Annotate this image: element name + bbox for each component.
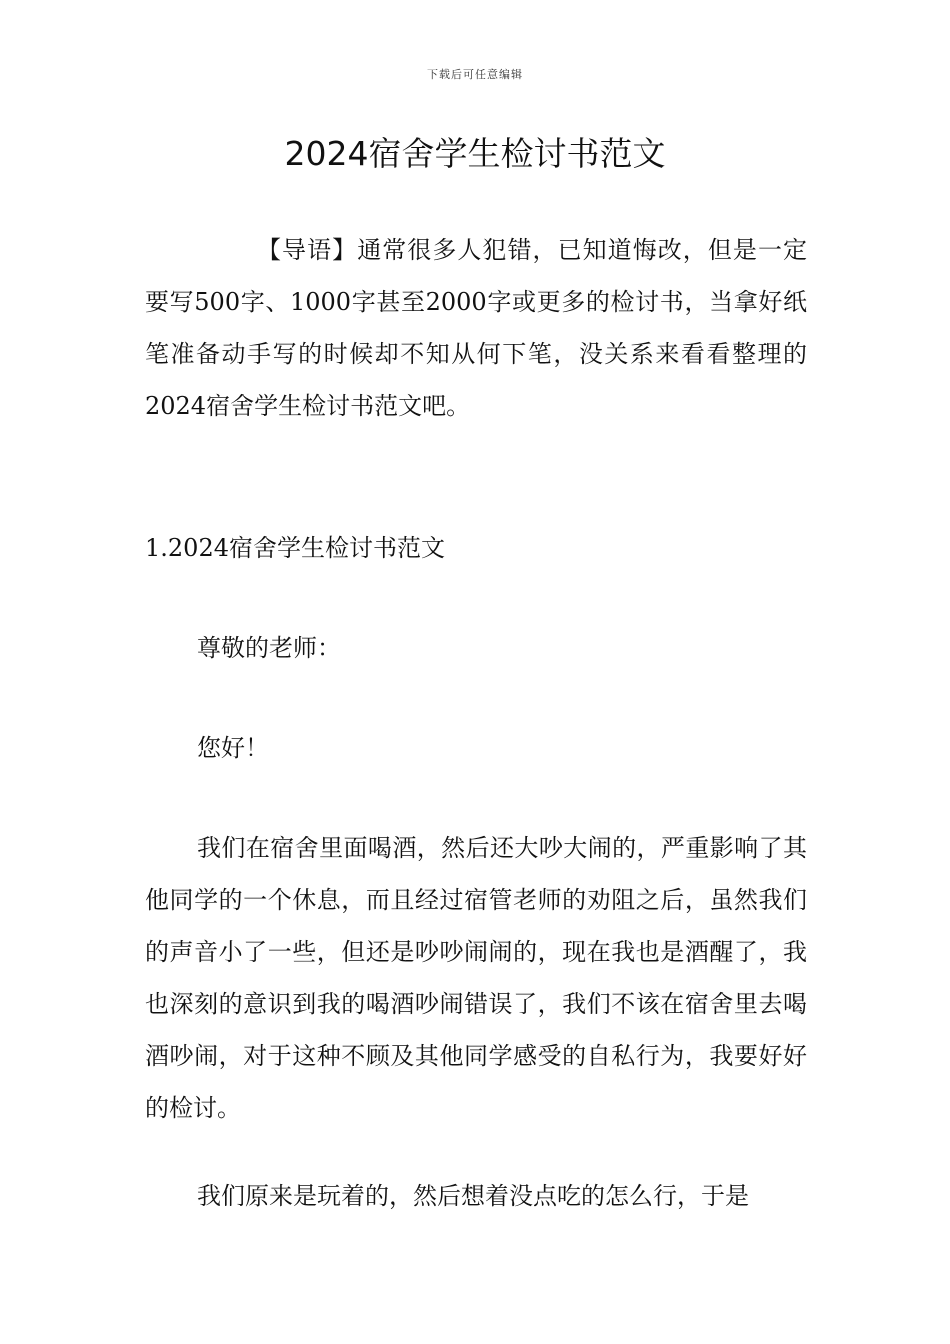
- body-paragraph: 我们在宿舍里面喝酒，然后还大吵大闹的，严重影响了其他同学的一个休息，而且经过宿管老师的劝阻之后，虽然我们的声音小了一些，但还是吵吵闹闹的，现在我也是酒醒了，我也深刻的意识到我的喝酒吵闹错误了，我们不该在宿舍里去喝酒吵闹，对于这种不顾及其他同学感受的自私行为，我要好好的检讨。: [145, 834, 807, 1122]
- intro-paragraph: 【导语】通常很多人犯错，已知道悔改，但是一定要写500字、1000字甚至2000字或更多的检讨书，当拿好纸笔准备动手写的时候却不知从何下笔，没关系来看看整理的2024宿舍学生检讨书范文吧。: [145, 236, 807, 420]
- greeting-line: 尊敬的老师：: [197, 634, 341, 662]
- document-title: 2024宿舍学生检讨书范文: [284, 134, 666, 173]
- section-heading: 1.2024宿舍学生检讨书范文: [145, 534, 445, 562]
- header-note: 下载后可任意编辑: [427, 68, 523, 81]
- body-paragraph: 我们原来是玩着的，然后想着没点吃的怎么行，于是: [197, 1182, 749, 1210]
- hello-line: 您好！: [197, 734, 269, 762]
